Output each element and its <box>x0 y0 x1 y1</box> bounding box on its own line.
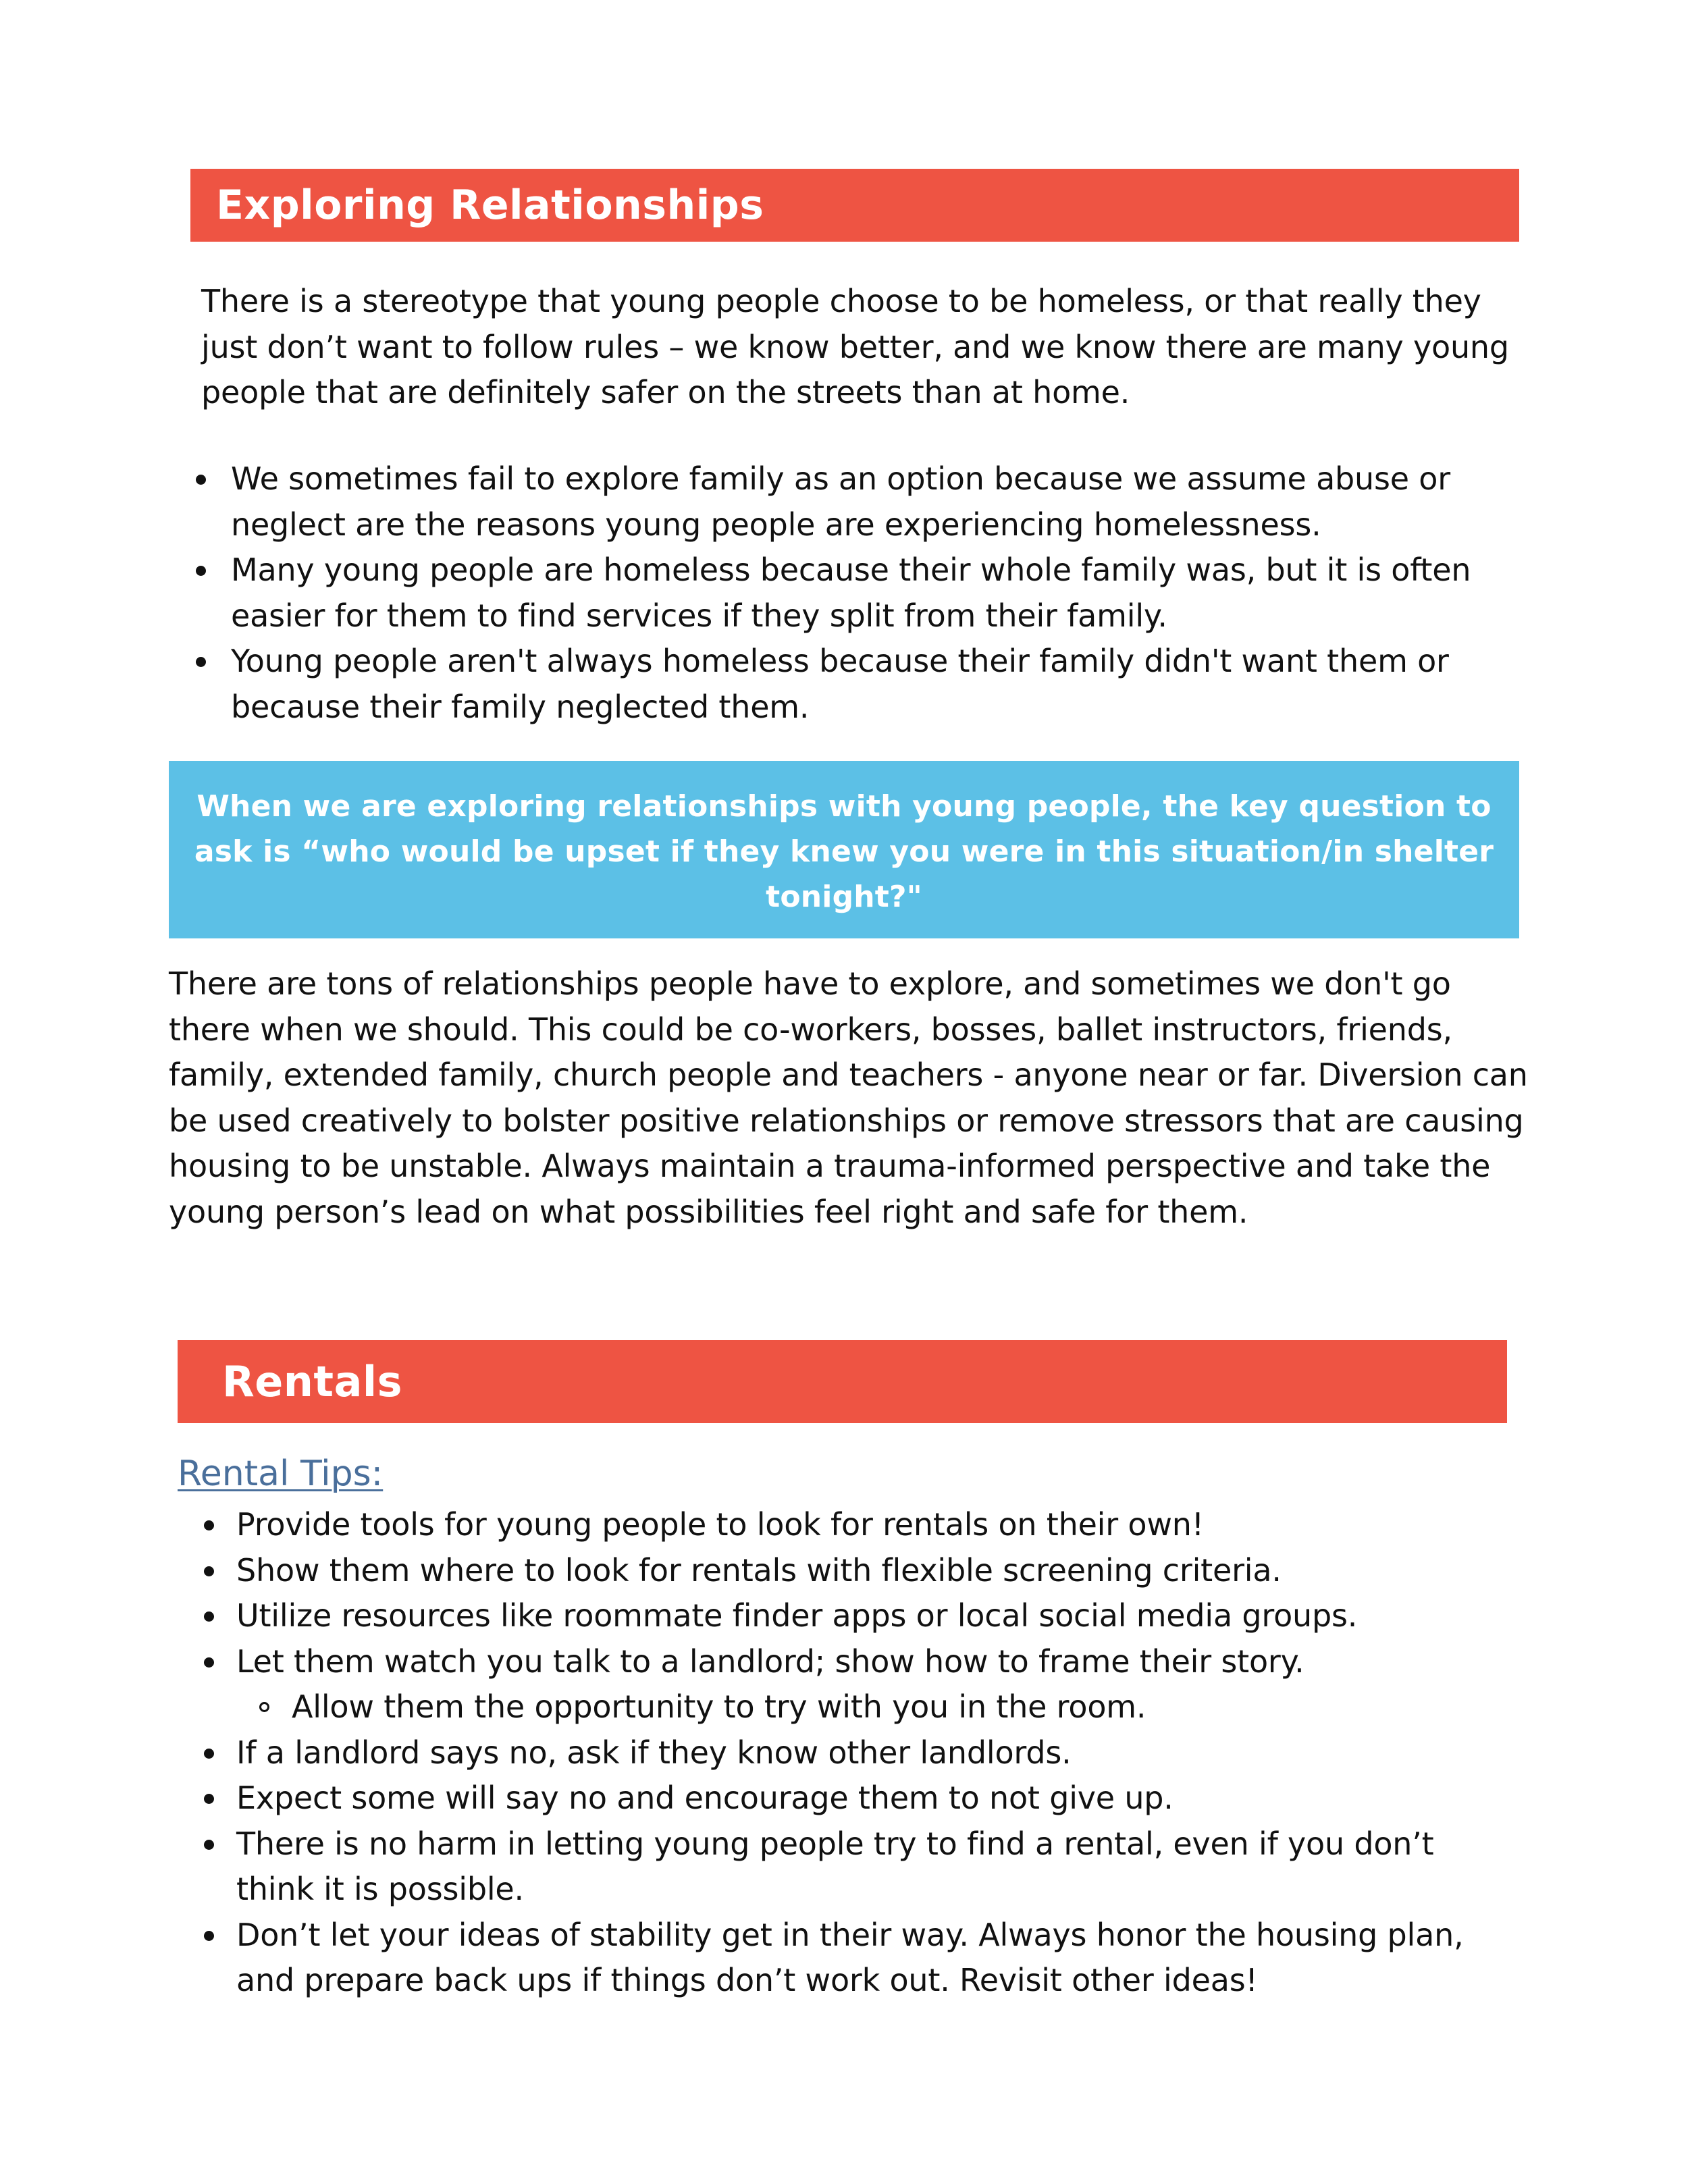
bullet-icon <box>204 1931 214 1941</box>
list-item <box>231 548 1541 639</box>
list-item-text: If a landlord says no, ask if they know other landlords. <box>236 1734 1072 1771</box>
list-item-text: Provide tools for young people to look for rentals on their own! <box>236 1506 1204 1543</box>
relationship-bullet-list <box>231 456 1541 730</box>
list-item-text: Expect some will say no and encourage them to not give up. <box>236 1780 1173 1816</box>
bullet-icon <box>204 1840 214 1850</box>
list-item <box>231 639 1541 730</box>
callout-text: When we are exploring relationships with young people, the key question to ask is “who would be upset if they knew you were in this situation/in shelter tonight?" <box>194 789 1494 914</box>
section-title: Rentals <box>222 1357 403 1406</box>
list-item <box>236 1776 1519 1821</box>
key-question-callout <box>169 761 1519 938</box>
rental-tips-list <box>236 1502 1519 2004</box>
bullet-icon <box>196 657 206 667</box>
list-item-text: Don’t let your ideas of stability get in their way. Always honor the housing plan, and prepare back ups if things don’t work out. Revisit other ideas! <box>236 1916 1464 1998</box>
list-item-text: We sometimes fail to explore family as an option because we assume abuse or neglect are the reasons young people are experiencing homelessness. <box>231 460 1450 543</box>
bullet-icon <box>204 1520 214 1530</box>
bullet-icon <box>204 1749 214 1759</box>
bullet-icon <box>196 475 206 485</box>
list-item <box>236 1593 1519 1639</box>
rental-tips-heading: Rental Tips: <box>178 1454 384 1494</box>
list-item-text: Allow them the opportunity to try with you in the room. <box>292 1688 1146 1725</box>
list-item <box>236 1502 1519 1548</box>
section-header-exploring-relationships <box>190 169 1519 242</box>
list-item <box>236 1821 1519 1913</box>
section-title: Exploring Relationships <box>216 182 764 229</box>
list-item-text: There is no harm in letting young people try to find a rental, even if you don’t think it is possible. <box>236 1825 1434 1907</box>
hollow-bullet-icon <box>259 1702 269 1712</box>
list-item-text: Utilize resources like roommate finder apps or local social media groups. <box>236 1597 1358 1634</box>
list-item <box>236 1913 1519 2004</box>
list-item-text: Many young people are homeless because their whole family was, but it is often easier for them to find services if they split from their family. <box>231 552 1471 634</box>
list-item <box>236 1548 1519 1594</box>
list-item <box>236 1639 1519 1685</box>
bullet-icon <box>204 1657 214 1668</box>
intro-paragraph: There is a stereotype that young people choose to be homeless, or that really they just don’t want to follow rules – we know better, and we know there are many young people that are definitely safer on the streets than at home. <box>201 283 1509 410</box>
bullet-icon <box>196 566 206 576</box>
list-item <box>236 1730 1519 1776</box>
list-item-text: Young people aren't always homeless because their family didn't want them or because their family neglected them. <box>231 643 1449 725</box>
list-item-text: Show them where to look for rentals with flexible screening criteria. <box>236 1551 1282 1589</box>
list-item <box>231 456 1541 548</box>
sub-list-item <box>236 1684 1519 1730</box>
bullet-icon <box>204 1566 214 1576</box>
relationships-paragraph: There are tons of relationships people have to explore, and sometimes we don't go there when we should. This could be co-workers, bosses, ballet instructors, friends, family, extended family, church people and teachers - anyone near or far. Diversion can be used creatively to bolster positive relationships or remove stressors that are causing housing to be unstable. Always maintain a trauma-informed perspective and take the young person’s lead on what possibilities feel right and safe for them. <box>169 965 1528 1230</box>
list-item-text: Let them watch you talk to a landlord; show how to frame their story. <box>236 1643 1304 1680</box>
bullet-icon <box>204 1794 214 1804</box>
section-header-rentals <box>178 1340 1507 1423</box>
bullet-icon <box>204 1612 214 1622</box>
